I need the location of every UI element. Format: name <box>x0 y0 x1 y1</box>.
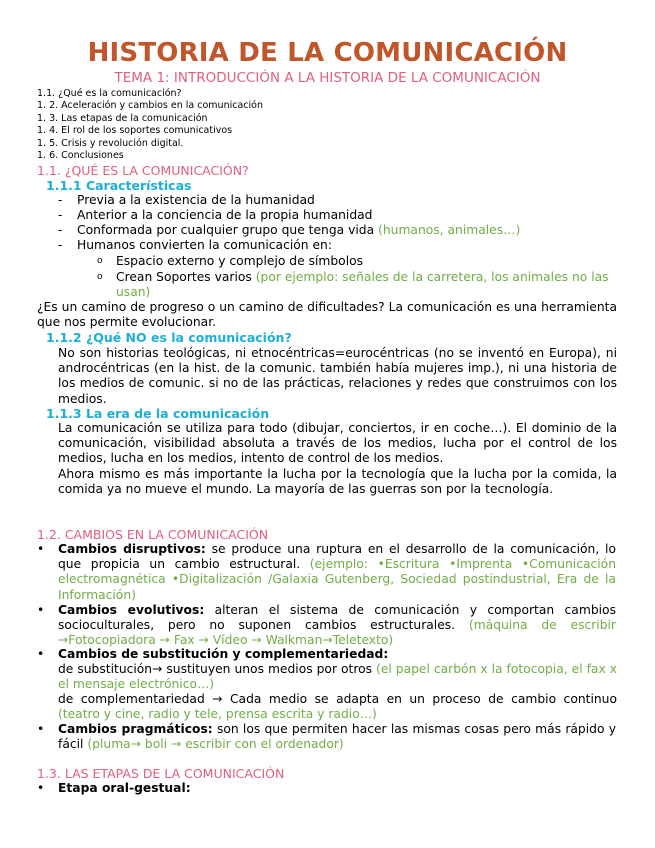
paragraph-substitution: de substitución→ sustituyen unos medios por otros (el papel carbón x la fotocopia, el fax x el mensaje electrónico…) <box>58 662 617 692</box>
paragraph-era-2: Ahora mismo es más importante la lucha por la tecnología que la lucha por la comida, la comida ya no mueve el mundo. La mayoría de las guerras son por la tecnología. <box>58 467 617 497</box>
note-text: (máquina de escribir →Fotocopiadora → Fax → Vídeo → Walkman→Teletexto) <box>58 618 616 648</box>
note-text: (ejemplo: •Escritura •Imprenta •Comunicación electromagnética •Digitalización /Galaxia Gutenberg, Sociedad postindustrial, Era de la Información) <box>58 557 616 602</box>
toc-item: 1.1. ¿Qué es la comunicación? <box>37 88 182 99</box>
document-subtitle: TEMA 1: INTRODUCCIÓN A LA HISTORIA DE LA COMUNICACIÓN <box>114 70 541 86</box>
note-text: (humanos, animales…) <box>378 223 521 237</box>
paragraph-question: ¿Es un camino de progreso o un camino de dificultades? La comunicación es una herramienta que nos permite evolucionar. <box>37 300 617 330</box>
note-text: (pluma→ boli → escribir con el ordenador) <box>87 737 344 752</box>
subsection-heading-what-not: 1.1.2 ¿Qué NO es la comunicación? <box>46 330 292 345</box>
paragraph-what-not: No son historias teológicas, ni etnocéntricas=eurocéntricas (no se inventó en Europa), ni androcéntricas (en la hist. de la comunic. también había mujeres imp.), ni una historia de los medios de comunic. si no de las prácticas, relaciones y redes que construimos con los medios. <box>58 346 617 406</box>
section-heading-1-3: 1.3. LAS ETAPAS DE LA COMUNICACIÓN <box>37 766 285 781</box>
toc-item: 1. 6. Conclusiones <box>37 150 124 162</box>
toc-item: 1. 2. Aceleración y cambios en la comunicación <box>37 100 263 112</box>
subsection-heading-characteristics: 1.1.1 Características <box>46 178 192 193</box>
paragraph-era-1: La comunicación se utiliza para todo (dibujar, conciertos, ir en coche…). El dominio de la comunicación, visibilidad absoluta a través de los medios, lucha por el control de los medios, lucha en los medios, intento de control de los medios. <box>58 421 617 466</box>
note-text: (el papel carbón x la fotocopia, el fax x el mensaje electrónico…) <box>58 662 617 692</box>
section-heading-1-1: 1.1. ¿QUÉ ES LA COMUNICACIÓN? <box>37 163 249 178</box>
table-of-contents <box>37 88 263 162</box>
note-text: (teatro y cine, radio y tele, prensa escrita y radio…) <box>58 707 377 722</box>
toc-item: 1. 3. Las etapas de la comunicación <box>37 112 208 124</box>
paragraph-complementarity: de complementariedad → Cada medio se adapta en un proceso de cambio continuo (teatro y cine, radio y tele, prensa escrita y radio…) <box>58 692 617 722</box>
document-title: HISTORIA DE LA COMUNICACIÓN <box>87 38 568 68</box>
toc-item: 1. 4. El rol de los soportes comunicativos <box>37 125 233 137</box>
note-text: (por ejemplo: señales de la carretera, los animales no las usan) <box>116 270 609 300</box>
subsection-heading-era: 1.1.3 La era de la comunicación <box>46 406 270 421</box>
section-heading-1-2: 1.2. CAMBIOS EN LA COMUNICACIÓN <box>37 527 269 542</box>
document-page: HISTORIA DE LA COMUNICACIÓN TEMA 1: INTRODUCCIÓN A LA HISTORIA DE LA COMUNICACIÓN 1.1. ¿Qué es la comunicación? 1. 2. Aceleración y cambios en la comunicación 1. 3. Las etapas de la comunicación 1. 4. El rol de los soportes comunicativos 1. 5. Crisis y revolución digital. 1. 6. Conclusiones 1.1. ¿QUÉ ES LA COMUNICACIÓN? 1.1.1 Características - Previa a la existencia de la humanidad - Anterior a la conciencia de la propia humanidad - Conformada por cualquier grupo que tenga vida (humanos, animales…) - Humanos convierten la comunicación en: o Espacio externo y complejo de símbolos o Crean Soportes varios (por ejemplo: señales de la carretera, los animales no las usan) ¿Es un camino de progreso o un camino de dificultades? La comunicación es una herramienta que nos permite evolucionar. 1.1.2 ¿Qué NO es la comunicación? No son historias teológicas, ni etnocéntricas=eurocéntricas (no se inventó en Europa), ni androcéntricas (en la hist. de la comunic. también había mujeres imp.), ni una historia de los medios de comunic. si no de las prácticas, relaciones y redes que construimos con los medios. 1.1.3 La era de la comunicación La comunicación se utiliza para todo (dibujar, conciertos, ir en coche…). El dominio de la comunicación, visibilidad absoluta a través de los medios, lucha por el control de los medios, lucha en los medios, intento de control de los medios. Ahora mismo es más importante la lucha por la tecnología que la lucha por la comida, la comida ya no mueve el mundo. La mayoría de las guerras son por la tecnología. 1.2. CAMBIOS EN LA COMUNICACIÓN • Cambios disruptivos: se produce una ruptura en el desarrollo de la comunicación, lo que propicia un cambio estructural. (ejemplo: •Escritura •Imprenta •Comunicación electromagnética •Digitalización /Galaxia Gutenberg, Sociedad postindustrial, Era de la Información) • Cambios evolutivos: alteran el sistema de comunicación y comportan cambios socioculturales, pero no suponen cambios estructurales. (máquina de escribir →Fotocopiadora → Fax → Vídeo → Walkman→Teletexto) • Cambios de substitución y complementariedad: de substitución→ sustituyen unos medios por otros (el papel carbón x la fotocopia, el fax x el mensaje electrónico…) de complementariedad → Cada medio se adapta en un proceso de cambio continuo (teatro y cine, radio y tele, prensa escrita y radio…) • Cambios pragmáticos: son los que permiten hacer las mismas cosas pero más rápido y fácil (pluma→ boli → escribir con el ordenador) 1.3. LAS ETAPAS DE LA COMUNICACIÓN • Etapa oral-gestual: <box>0 0 655 848</box>
toc-item: 1. 5. Crisis y revolución digital. <box>37 137 184 149</box>
